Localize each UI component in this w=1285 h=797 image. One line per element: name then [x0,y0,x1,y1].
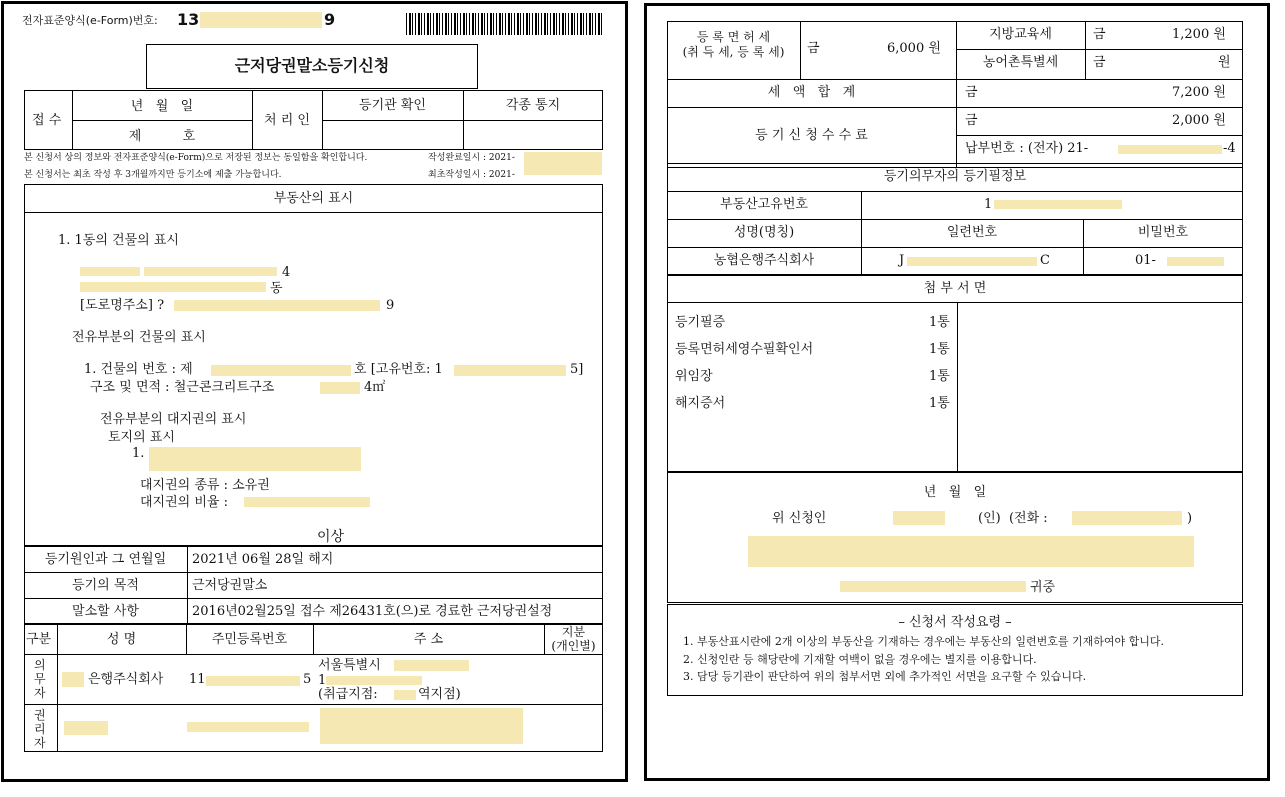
currency-label: 금 [807,41,820,56]
currency-label: 금 [1093,27,1106,42]
currency-label: 금 [1093,55,1106,70]
building-no-label: 1. 건물의 번호 : 제 [84,362,193,377]
registry-check-label: 등기관 확인 [359,98,426,113]
attachment-name: 위임장 [675,369,713,384]
redacted-block [320,708,523,744]
redacted-block [394,690,416,700]
obligor-address-2: 1 [318,673,327,688]
land-type: 대지권의 종류 : 소유권 [140,478,270,493]
redacted-block [994,200,1122,209]
redacted-block [244,497,370,507]
obligor-address-3: (취급지점: [318,687,378,702]
redacted-block [326,676,422,685]
guide-item: 1. 부동산표시란에 2개 이상의 부동산을 기재하는 경우에는 부동산의 일련번호를 기재하여야 합니다. [683,635,1164,648]
obligor-name-value: 농협은행주식회사 [713,253,815,268]
structure-label: 구조 및 면적 : 철근콘크리트구조 [90,380,275,395]
cause-value: 2021년 06월 28일 해지 [192,552,334,567]
receipt-label: 접 수 [32,113,62,128]
receipt-date-header: 년 월 일 [130,99,194,114]
building-title: 1. 1동의 건물의 표시 [58,233,179,248]
redacted-block [187,722,309,732]
receipt-number-header: 제 호 [128,129,196,144]
rural-tax-label: 농어촌특별세 [982,55,1059,70]
redacted-block [454,365,566,376]
obligor-id-suffix: 5 [303,672,312,687]
payment-number-end: -4 [1223,141,1236,156]
redacted-block [80,282,266,292]
land-right-title: 전유부분의 대지권의 표시 [100,412,247,427]
redacted-block [80,267,140,276]
cause-label: 등기원인과 그 연월일 [44,552,167,567]
seal-phone: (인) (전화 : [978,511,1048,526]
tax-total-amount: 7,200 원 [1172,85,1226,100]
currency-label: 금 [965,85,978,100]
obligor-info-header: 등기의무자의 등기필정보 [883,169,1027,184]
rural-tax-amount: 원 [1218,55,1231,70]
fee-amount: 2,000 원 [1172,113,1226,128]
tax-total-label: 세 액 합 계 [767,85,856,100]
property-id-label: 부동산고유번호 [720,197,808,212]
building-no-end: 5] [570,362,584,377]
redacted-block [320,382,360,394]
barcode [406,13,602,35]
redacted-block [840,581,1026,592]
share-header: 지분 (개인별) [551,625,596,653]
address-header: 주 소 [413,632,444,647]
redacted-block [144,267,277,276]
serial-value-suffix: C [1040,253,1050,268]
payment-number-label: 납부번호 : (전자) 21- [965,141,1089,156]
attachment-name: 등기필증 [675,315,726,330]
left-page [1,1,628,782]
road-address-suffix: 9 [386,298,395,313]
form-number-suffix: 9 [324,10,336,29]
serial-value-prefix: J [899,253,905,268]
name-header: 성 명 [106,632,137,647]
obligor-address-1: 서울특별시 [318,658,381,673]
building-no-mid: 호 [고유번호: 1 [354,362,443,377]
redacted-block [1072,511,1182,525]
notice-line-1-right: 작성완료일시 : 2021- [428,153,515,163]
redacted-block [64,721,108,735]
password-header: 비밀번호 [1137,225,1189,240]
redacted-block [62,672,84,687]
attachment-count: 1통 [929,342,950,357]
redacted-block [907,257,1037,266]
property-header: 부동산의 표시 [273,191,354,206]
reg-license-tax-label: 등 록 면 허 세 (취 득 세, 등 록 세) [682,30,785,59]
obligor-name: 은행주식회사 [88,672,164,687]
redacted-block [394,660,469,671]
obligor-label: 의 무 자 [34,658,46,700]
serial-header: 일련번호 [946,225,998,240]
attachment-count: 1통 [929,396,950,411]
form-number-label: 전자표준양식(e-Form)번호: [22,14,158,27]
handler-label: 처 리 인 [264,113,310,128]
purpose-value: 근저당권말소 [192,578,268,593]
road-address-label: [도로명주소] ? [80,298,165,313]
recipient-suffix: 귀중 [1030,580,1056,595]
obligor-address-3-end: 역지점) [418,687,461,702]
attachments-header: 첨 부 서 면 [923,281,987,296]
obligor-id-prefix: 11 [189,672,206,687]
phone-close: ) [1187,511,1193,526]
attachments-table [667,275,1243,472]
name-header: 성명(명칭) [733,225,795,240]
redacted-block [1167,257,1224,266]
reg-license-tax-amount: 6,000 원 [887,41,941,56]
id-header: 주민등록번호 [211,632,288,647]
attachment-name: 등록면허세영수필확인서 [675,342,814,357]
notice-line-2-right: 최초작성일시 : 2021- [428,170,515,180]
land-title: 토지의 표시 [108,430,175,445]
building-dong: 동 [270,281,283,296]
attachment-count: 1통 [929,315,950,330]
redacted-block [200,12,322,28]
cancel-value: 2016년02월25일 접수 제26431호(으)로 경료한 근저당권설정 [192,604,553,619]
date-line: 년 월 일 [923,485,987,500]
guide-item: 2. 신청인란 등 해당란에 기재할 여백이 없을 경우에는 별지를 이용합니다. [683,653,1037,666]
form-number-prefix: 13 [177,10,200,29]
redacted-block [211,365,351,376]
cancel-label: 말소할 사항 [72,604,139,619]
building-line-4: 4 [282,265,291,280]
fee-label: 등 기 신 청 수 수 료 [755,128,868,143]
land-item: 1. [132,446,145,461]
redacted-block [893,511,945,525]
attachment-count: 1통 [929,369,950,384]
notices-label: 각종 통지 [505,98,561,113]
property-id-value: 1 [984,197,993,212]
guide-title: – 신청서 작성요령 – [898,615,1012,630]
page-title: 근저당권말소등기신청 [234,56,390,75]
redacted-block [1118,145,1222,154]
local-edu-tax-amount: 1,200 원 [1172,27,1226,42]
redacted-block [748,536,1194,567]
end-mark: 이상 [317,529,345,545]
right-page [644,3,1270,781]
redacted-block [206,676,300,686]
password-value: 01- [1135,253,1156,268]
category-header: 구분 [26,632,52,647]
purpose-label: 등기의 목적 [72,578,139,593]
structure-area: 4㎡ [364,380,386,395]
exclusive-title: 전유부분의 건물의 표시 [72,330,206,345]
redacted-block [174,300,380,311]
notice-line-2: 본 신청서는 최초 작성 후 3개월까지만 등기소에 제출 가능합니다. [24,170,282,180]
notice-line-1: 본 신청서 상의 정보와 전자표준양식(e-Form)으로 저장된 정보는 동일함을 확인합니다. [24,153,368,163]
redacted-block [524,152,602,175]
land-ratio-label: 대지권의 비율 : [140,495,228,510]
local-edu-tax-label: 지방교육세 [989,27,1052,42]
redacted-block [149,447,361,471]
guide-item: 3. 담당 등기관이 판단하여 위의 첨부서면 외에 추가적인 서면을 요구할 수 있습니다. [683,670,1087,683]
holder-label: 권 리 자 [34,708,46,750]
attachment-name: 해지증서 [675,396,726,411]
applicant-label: 위 신청인 [772,511,827,526]
currency-label: 금 [965,113,978,128]
